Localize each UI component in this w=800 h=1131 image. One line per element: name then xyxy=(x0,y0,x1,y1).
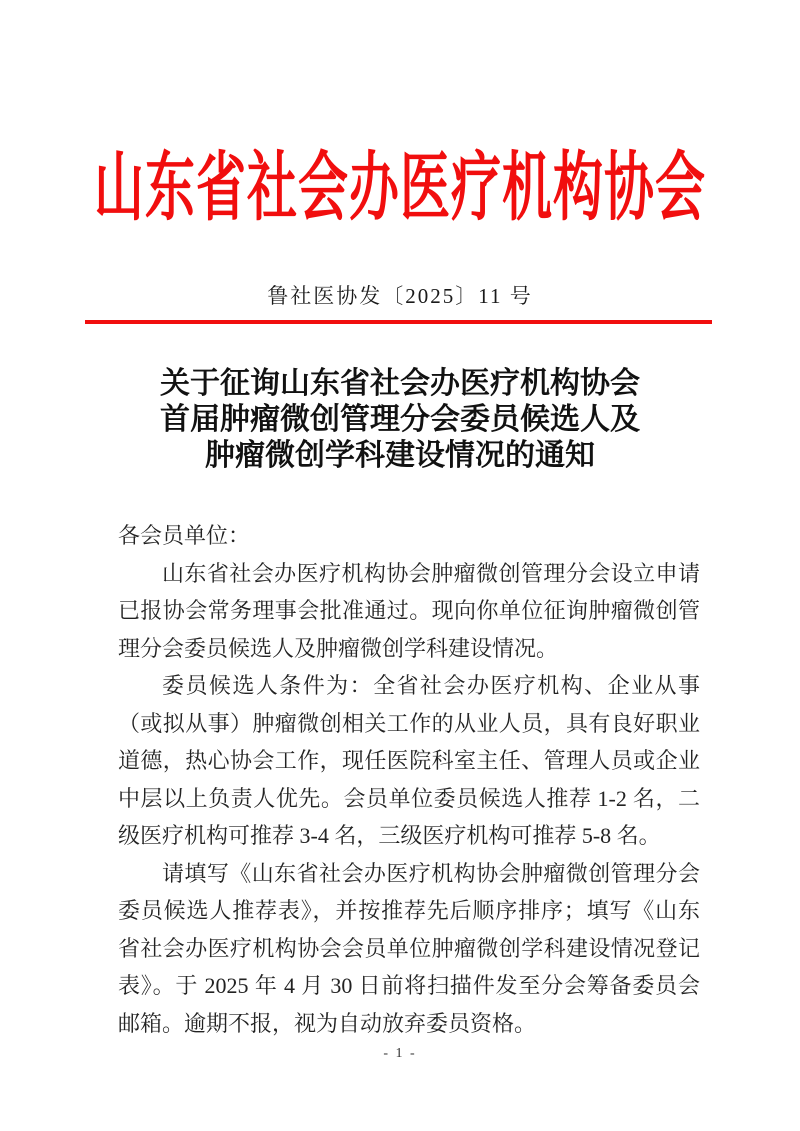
document-reference-number: 鲁社医协发〔2025〕11 号 xyxy=(267,284,533,308)
notice-body xyxy=(118,517,700,1042)
organization-masthead: 山东省社会办医疗机构协会 xyxy=(94,145,706,230)
salutation: 各会员单位： xyxy=(118,523,251,548)
notice-title xyxy=(0,366,800,474)
notice-title-line-1: 关于征询山东省社会办医疗机构协会 xyxy=(160,367,640,400)
notice-title-line-3: 肿瘤微创学科建设情况的通知 xyxy=(205,439,595,472)
paragraph-submission-instructions: 请填写《山东省社会办医疗机构协会肿瘤微创管理分会委员候选人推荐表》，并按推荐先后顺序排序；填写《山东省社会办医疗机构协会会员单位肿瘤微创学科建设情况登记表》。于 2025 年 4 月 30 日前将扫描件发至分会筹备委员会邮箱。逾期不报，视为自动放弃委员资格。 xyxy=(118,860,700,1036)
paragraph-approval: 山东省社会办医疗机构协会肿瘤微创管理分会设立申请已报协会常务理事会批准通过。现向你单位征询肿瘤微创管理分会委员候选人及肿瘤微创学科建设情况。 xyxy=(118,560,700,661)
notice-title-line-2: 首届肿瘤微创管理分会委员候选人及 xyxy=(160,403,640,436)
red-separator-rule xyxy=(85,320,712,324)
paragraph-candidate-criteria: 委员候选人条件为：全省社会办医疗机构、企业从事（或拟从事）肿瘤微创相关工作的从业人员，具有良好职业道德，热心协会工作，现任医院科室主任、管理人员或企业中层以上负责人优先。会员单位委员候选人推荐 1-2 名，二级医疗机构可推荐 3-4 名，三级医疗机构可推荐 5-8 名。 xyxy=(118,673,700,848)
page-number: - 1 - xyxy=(383,1046,417,1061)
